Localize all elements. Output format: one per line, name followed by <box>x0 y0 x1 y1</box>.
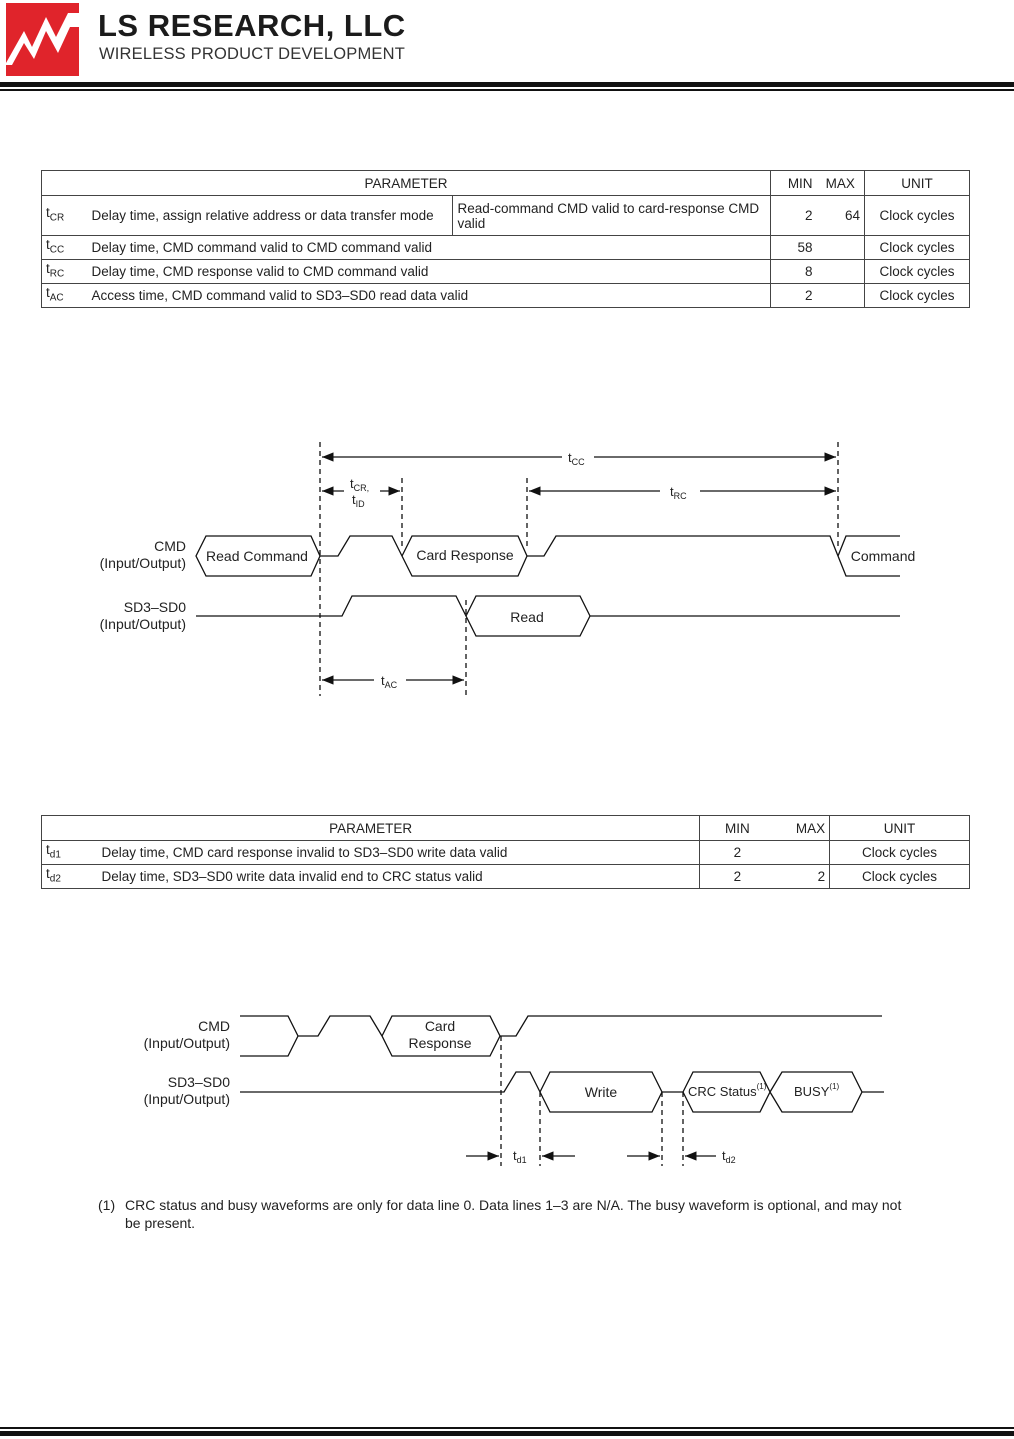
param-unit: Clock cycles <box>865 236 970 260</box>
timing-table-write <box>41 815 970 889</box>
param-unit: Clock cycles <box>865 284 970 308</box>
table-row <box>42 841 970 865</box>
column-header-unit: UNIT <box>865 171 970 196</box>
param-symbol <box>42 260 88 284</box>
symbol-sub: CR <box>49 212 65 224</box>
header-rule <box>0 82 1014 87</box>
param-symbol <box>42 196 88 236</box>
footer-rule-thin <box>0 1427 1014 1429</box>
read-label: Read <box>510 609 544 625</box>
column-header-min: MIN <box>771 171 817 196</box>
cmd-signal-sublabel: (Input/Output) <box>99 555 186 571</box>
param-max <box>775 841 830 865</box>
trc-label: $t_{RC}$ <box>670 484 687 501</box>
read-command-label: Read Command <box>206 548 308 564</box>
symbol-sub: AC <box>49 292 64 304</box>
param-description: Access time, CMD command valid to SD3–SD0 read data valid <box>87 284 770 308</box>
tcc-label: $t_{CC}$ <box>568 450 585 467</box>
footnote-mark: (1) <box>98 1197 116 1213</box>
param-symbol <box>42 284 88 308</box>
symbol-t: t <box>46 866 50 882</box>
column-header-unit: UNIT <box>830 816 970 841</box>
param-min: 2 <box>771 284 817 308</box>
sd-write-waveform <box>240 1072 884 1112</box>
busy-label: BUSY$^{(1)}$ <box>794 1082 840 1099</box>
tid-label: $t_{ID}$ <box>352 492 365 509</box>
read-timing-diagram <box>0 430 1014 710</box>
table-row <box>42 260 970 284</box>
param-min: 2 <box>771 196 817 236</box>
param-description: Delay time, CMD response valid to CMD command valid <box>87 260 770 284</box>
param-description: Delay time, CMD command valid to CMD command valid <box>87 236 770 260</box>
param-max: 2 <box>775 865 830 889</box>
table-row <box>42 236 970 260</box>
cmd-signal-sublabel: (Input/Output) <box>143 1035 230 1051</box>
td2-label: $t_{d2}$ <box>722 1148 736 1165</box>
timing-table-read <box>41 170 970 308</box>
symbol-t: t <box>46 205 50 221</box>
table-header-row <box>42 816 970 841</box>
card-response-label: Card Response <box>416 547 514 563</box>
symbol-t: t <box>46 285 50 301</box>
column-header-parameter: PARAMETER <box>42 171 771 196</box>
param-min: 8 <box>771 260 817 284</box>
symbol-sub: d1 <box>49 849 61 861</box>
sd-signal-sublabel: (Input/Output) <box>99 616 186 632</box>
table-row <box>42 196 970 236</box>
sd-signal-label: SD3–SD0 <box>123 599 186 615</box>
column-header-max: MAX <box>775 816 830 841</box>
page-header <box>0 0 1014 92</box>
param-unit: Clock cycles <box>865 260 970 284</box>
sd-signal-label: SD3–SD0 <box>167 1074 230 1090</box>
td1-label: $t_{d1}$ <box>513 1148 527 1165</box>
write-timing-diagram <box>0 1000 1014 1180</box>
param-min: 2 <box>700 865 775 889</box>
tcr-label: $t_{CR,}$ <box>350 476 370 493</box>
cmd-write-waveform <box>240 1016 882 1056</box>
param-symbol <box>42 236 88 260</box>
write-label: Write <box>584 1084 618 1100</box>
header-rule-thin <box>0 89 1014 91</box>
param-condition: Read-command CMD valid to card-response CMD valid <box>453 196 771 236</box>
table-row <box>42 284 970 308</box>
footer-rule <box>0 1431 1014 1436</box>
symbol-sub: CC <box>49 244 65 256</box>
column-header-min: MIN <box>700 816 775 841</box>
param-description: Delay time, assign relative address or data transfer mode <box>87 196 453 236</box>
param-description: Delay time, SD3–SD0 write data invalid end to CRC status valid <box>97 865 699 889</box>
param-unit: Clock cycles <box>830 841 970 865</box>
param-unit: Clock cycles <box>830 865 970 889</box>
param-min: 58 <box>771 236 817 260</box>
param-min: 2 <box>700 841 775 865</box>
symbol-t: t <box>46 261 50 277</box>
footnote-text: CRC status and busy waveforms are only for data line 0. Data lines 1–3 are N/A. The busy waveform is optional, and may not be present. <box>125 1197 902 1231</box>
company-tagline: WIRELESS PRODUCT DEVELOPMENT <box>99 45 406 63</box>
param-max <box>817 284 865 308</box>
column-header-parameter: PARAMETER <box>42 816 700 841</box>
symbol-sub: RC <box>49 268 65 280</box>
param-unit: Clock cycles <box>865 196 970 236</box>
table-header-row <box>42 171 970 196</box>
cmd-signal-label: CMD <box>198 1018 230 1034</box>
card-label: Card <box>424 1018 456 1034</box>
crc-status-label: CRC Status$^{(1)}$ <box>688 1082 767 1099</box>
param-max: 64 <box>817 196 865 236</box>
param-max <box>817 236 865 260</box>
symbol-t: t <box>46 842 50 858</box>
sd-signal-sublabel: (Input/Output) <box>143 1091 230 1107</box>
company-logo-icon <box>6 3 79 76</box>
param-symbol <box>42 841 98 865</box>
table-row <box>42 865 970 889</box>
company-name: LS RESEARCH, LLC <box>98 8 406 43</box>
param-description: Delay time, CMD card response invalid to SD3–SD0 write data valid <box>97 841 699 865</box>
symbol-sub: d2 <box>49 873 61 885</box>
tac-label: $t_{AC}$ <box>381 673 398 690</box>
cmd-signal-label: CMD <box>154 538 186 554</box>
column-header-max: MAX <box>817 171 865 196</box>
response-label: Response <box>408 1035 472 1051</box>
command-label: Command <box>850 548 916 564</box>
sd-read-waveform <box>196 596 900 636</box>
param-max <box>817 260 865 284</box>
cmd-command-segment <box>527 536 900 576</box>
symbol-t: t <box>46 237 50 253</box>
param-symbol <box>42 865 98 889</box>
